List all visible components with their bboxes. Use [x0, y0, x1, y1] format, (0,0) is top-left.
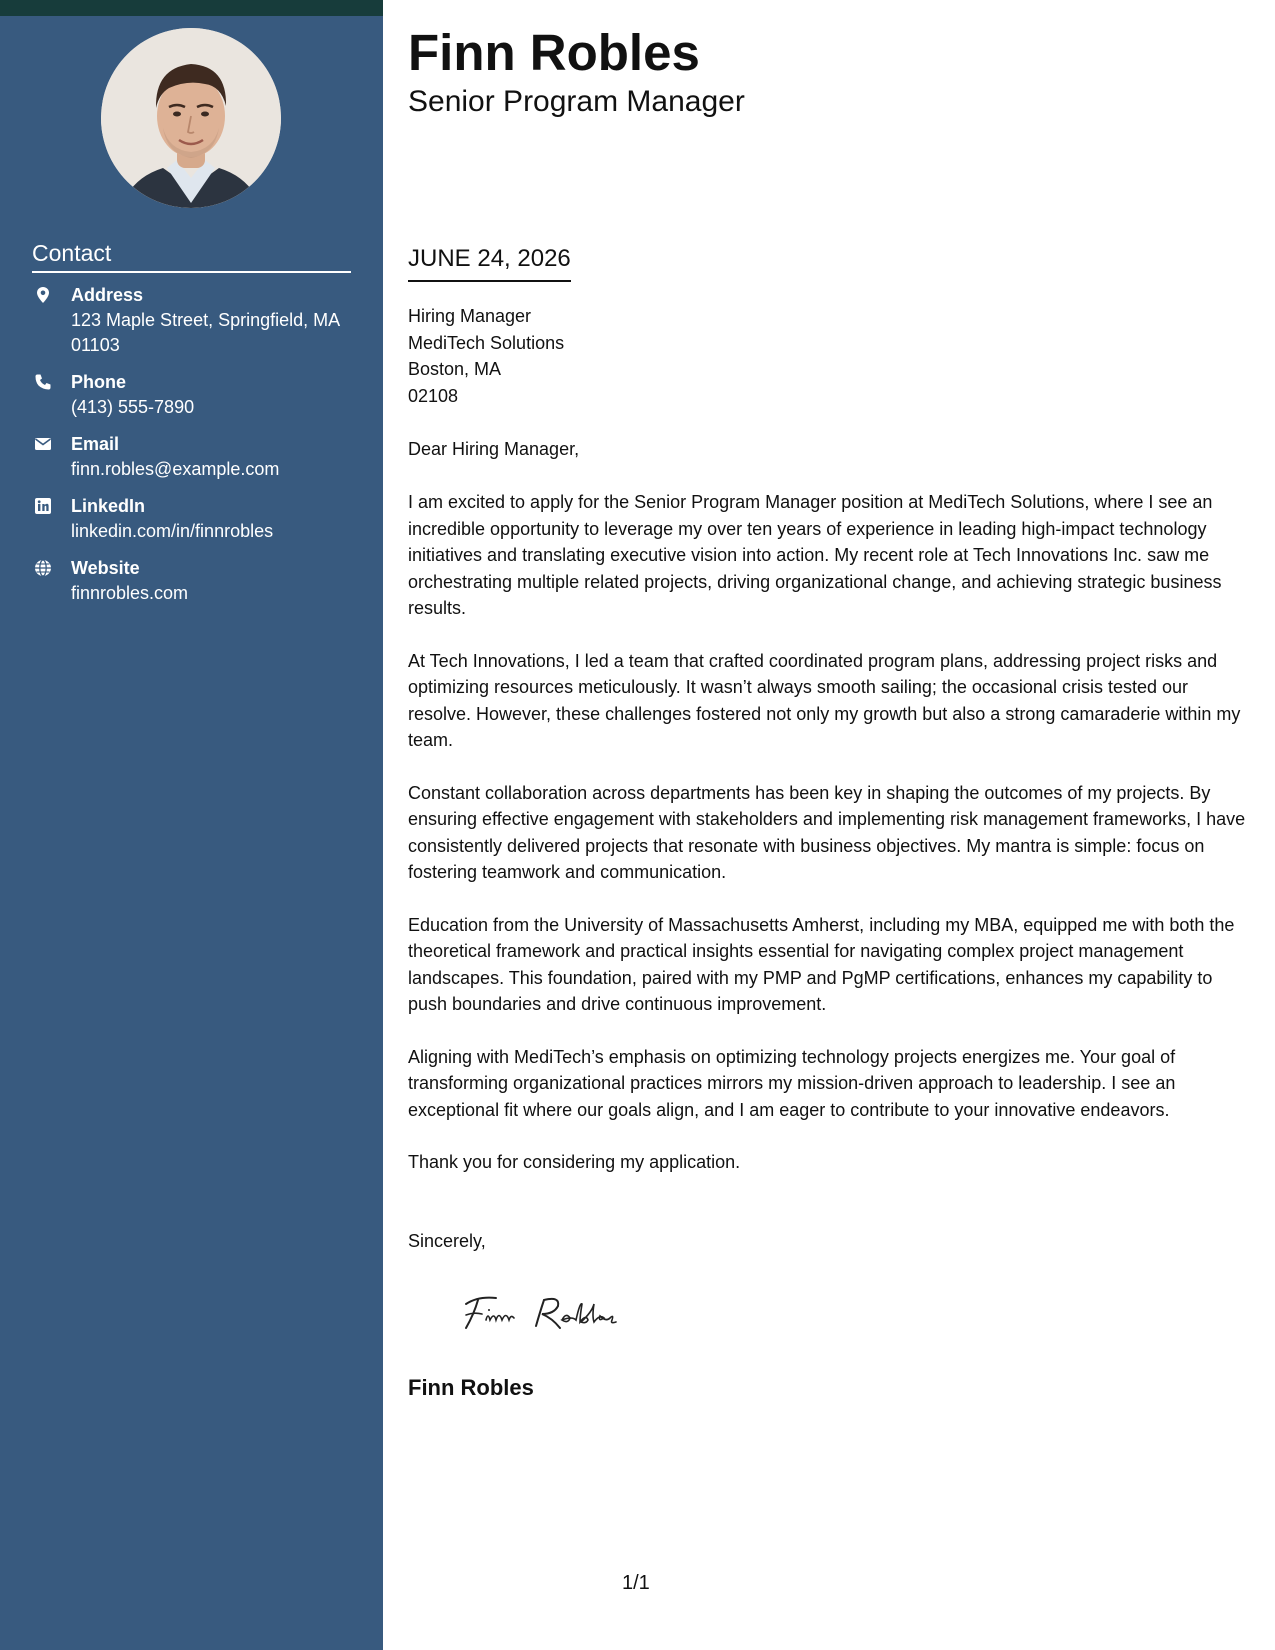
sidebar [0, 0, 383, 1650]
letter-paragraph: I am excited to apply for the Senior Program Manager position at MediTech Solutions, where I see an incredible opportunity to leverage my over ten years of experience in leading high-impact technology initiatives and translating executive vision into action. My recent role at Tech Innovations Inc. saw me orchestrating multiple related projects, driving organizational change, and achieving strategic business results. [408, 492, 1222, 618]
contact-list [32, 283, 362, 618]
contact-item-address [32, 283, 362, 358]
contact-label: Address [71, 285, 144, 305]
contact-item-email [32, 432, 362, 482]
address-value: 123 Maple Street, Springfield, MA 01103 [71, 310, 340, 355]
letter-date: JUNE 24, 2026 [408, 243, 571, 282]
envelope-icon [34, 435, 52, 453]
phone-value[interactable]: (413) 555-7890 [71, 397, 195, 417]
linkedin-value[interactable]: linkedin.com/in/finnrobles [71, 521, 274, 541]
avatar [101, 28, 281, 208]
phone-icon [34, 373, 52, 391]
contact-label: Website [71, 558, 140, 578]
globe-icon [34, 559, 52, 577]
letter-paragraph: Thank you for considering my application. [408, 1152, 741, 1172]
letter-paragraph: Aligning with MediTech’s emphasis on optimizing technology projects energizes me. Your goal of transforming organizational practices mirrors my mission-driven approach to leadership. I see an exceptional fit where our goals align, and I am eager to contribute to your innovative endeavors. [408, 1046, 1176, 1120]
recipient-line: Hiring Manager [408, 306, 532, 326]
letter-paragraph: At Tech Innovations, I led a team that crafted coordinated program plans, addressing project risks and optimizing resources meticulously. It wasn’t always smooth sailing; the occasional crisis tested our resolve. However, these challenges fostered not only my growth but also a strong camaraderie within my team. [408, 650, 1241, 750]
recipient-line: Boston, MA [408, 359, 502, 379]
map-pin-icon [34, 286, 52, 304]
contact-label: LinkedIn [71, 496, 146, 516]
page-title: Finn Robles [408, 24, 700, 81]
letter-paragraph: Constant collaboration across departments has been key in shaping the outcomes of my projects. By ensuring effective engagement with stakeholders and implementing risk management frameworks, I have consistently delivered projects that resonate with business objectives. My mantra is simple: focus on fostering teamwork and communication. [408, 782, 1246, 882]
contact-item-phone [32, 370, 362, 420]
contact-label: Email [71, 434, 120, 454]
page-number: 1/1 [622, 1572, 650, 1594]
contact-item-website [32, 556, 362, 606]
job-title: Senior Program Manager [408, 85, 745, 118]
letter-paragraph: Education from the University of Massachusetts Amherst, including my MBA, equipped me with both the theoretical framework and practical insights essential for navigating complex project management landscapes. This foundation, paired with my PMP and PgMP certifications, enhances my capability to push boundaries and drive continuous improvement. [408, 914, 1235, 1014]
sidebar-top-bar [0, 0, 383, 16]
website-value[interactable]: finnrobles.com [71, 583, 189, 603]
contact-item-linkedin [32, 494, 362, 544]
recipient-line: 02108 [408, 385, 459, 406]
linkedin-icon [34, 497, 52, 515]
recipient-block [408, 303, 564, 409]
contact-heading: Contact [32, 238, 351, 273]
letter-body [408, 489, 1253, 1202]
recipient-line: MediTech Solutions [408, 332, 565, 353]
salutation: Dear Hiring Manager, [408, 439, 580, 459]
signer-name: Finn Robles [408, 1375, 534, 1400]
signature [448, 1282, 638, 1342]
closing: Sincerely, [408, 1231, 486, 1251]
contact-label: Phone [71, 372, 127, 392]
email-value[interactable]: finn.robles@example.com [71, 459, 280, 479]
